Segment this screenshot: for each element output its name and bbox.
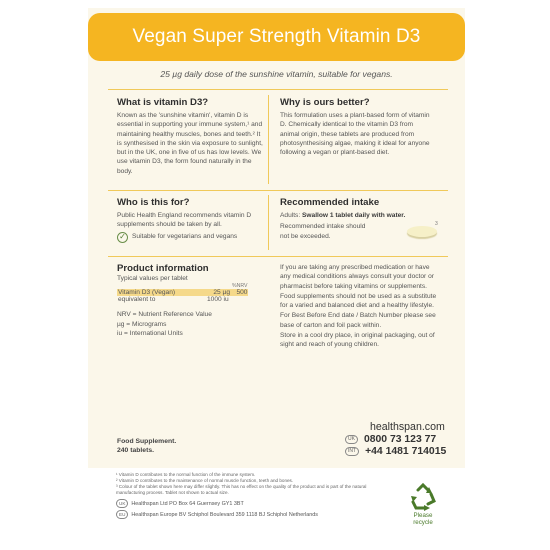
uk-badge: UK xyxy=(345,435,358,444)
intake-heading: Recommended intake xyxy=(280,197,380,208)
advice-batch: For Best Before End date / Batch Number please see base of carton and foil pack within. xyxy=(280,312,436,329)
nutrition-row xyxy=(117,296,248,303)
nutrient-nrv: 500 xyxy=(236,289,248,297)
legend-nrv: NRV = Nutrient Reference Value xyxy=(117,311,212,319)
advice-storage: Store in a cool dry place, in original packaging, out of sight and reach of young children. xyxy=(280,332,435,349)
advice-medication: If you are taking any prescribed medication or have any medical conditions always consult your doctor or pharmacist before taking vitamins or supplements. xyxy=(280,264,434,290)
nutrition-row xyxy=(117,289,248,296)
nrv-header: %NRV xyxy=(232,283,248,290)
uk-address-row xyxy=(116,499,386,508)
legend-iu: iu = International Units xyxy=(117,329,183,337)
int-badge: INT xyxy=(345,447,359,456)
eu-address: Healthspan Europe BV Schiphol Boulevard 359 1118 BJ Schiphol Netherlands xyxy=(131,511,318,518)
why-better-section xyxy=(280,97,432,157)
advice-diet: Food supplements should not be used as a substitute for a varied and balanced diet and a healthy lifestyle. xyxy=(280,292,437,310)
website: healthspan.com xyxy=(370,421,445,433)
uk-phone: 0800 73 123 77 xyxy=(363,434,437,445)
footnote-2: ² Vitamin D contributes to the maintenance of normal muscle function, teeth and bones. xyxy=(116,478,294,483)
equivalent-value: 1000 iu xyxy=(207,296,229,304)
tablet-footnote-mark: 3 xyxy=(435,221,438,227)
int-phone: +44 1481 714015 xyxy=(365,446,447,457)
food-supplement-label xyxy=(117,438,176,455)
nutrient-name: Vitamin D3 (Vegan) xyxy=(118,289,176,297)
recycle-line-2: recycle xyxy=(413,519,433,527)
tagline: 25 µg daily dose of the sunshine vitamin, suitable for vegans. xyxy=(160,69,393,79)
product-title: Vegan Super Strength Vitamin D3 xyxy=(132,26,421,47)
suitable-label: Suitable for vegetarians and vegans xyxy=(132,233,238,241)
intake-adults xyxy=(280,211,406,220)
what-is-body: Known as the 'sunshine vitamin', vitamin D is essential in supporting your immune system,¹ and maintaining healthy muscles, bones and teeth.² It is synthesised in the skin via exposure to sunlight, but in the UK, one in five of us has low levels. We use vitamin D3, the form found naturally in the body. xyxy=(117,112,263,175)
divider xyxy=(108,190,448,191)
recycle-line-1: Please xyxy=(413,512,433,519)
title-banner xyxy=(88,13,465,61)
product-info-section xyxy=(117,263,262,338)
intake-limit: Recommended intake should not be exceeded. xyxy=(280,223,366,240)
adults-dose: Swallow 1 tablet daily with water. xyxy=(302,212,406,219)
why-better-heading: Why is ours better? xyxy=(280,97,370,108)
footnote-3: ³ Colour of the tablet shown here may differ slightly. This has no effect on the quality of the product and is part of the natural manufacturing process. Tablet not shown to actual size. xyxy=(116,484,367,495)
footnotes xyxy=(116,472,386,519)
equivalent-label: equivalent to xyxy=(118,296,156,304)
divider xyxy=(108,256,448,257)
tablet-icon xyxy=(407,226,437,237)
suitability-row xyxy=(117,232,267,243)
what-is-heading: What is vitamin D3? xyxy=(117,97,209,108)
adults-prefix: Adults: xyxy=(280,212,301,219)
what-is-section xyxy=(117,97,265,176)
who-for-body: Public Health England recommends vitamin D supplements should be taken by all. xyxy=(117,212,252,229)
eu-address-row xyxy=(116,510,386,519)
why-better-body: This formulation uses a plant-based form of vitamin D. Chemically identical to the vitamin D3 from animal origin, these tablets are produced from photosynthesising algae, making it ideal for anyone following a vegan or plant-based diet. xyxy=(280,112,430,157)
eu-badge: EU xyxy=(116,510,128,519)
advice-section xyxy=(280,263,440,350)
checkmark-icon: ✓ xyxy=(117,232,128,243)
tablet-count: 240 tablets. xyxy=(117,446,155,454)
divider xyxy=(108,89,448,90)
product-info-subheading: Typical values per tablet xyxy=(117,275,188,282)
int-phone-row xyxy=(345,446,446,457)
recycle-icon xyxy=(408,482,438,512)
uk-phone-row xyxy=(345,434,436,445)
intake-section xyxy=(280,197,406,241)
divider xyxy=(268,195,269,250)
nutrient-amount: 25 µg xyxy=(213,289,230,297)
product-info-heading: Product information xyxy=(117,263,209,274)
legend-micrograms: µg = Micrograms xyxy=(117,320,167,328)
food-supplement-line: Food Supplement. xyxy=(117,438,177,445)
footnote-1: ¹ Vitamin D contributes to the normal function of the immune system. xyxy=(116,472,256,477)
recycle-label xyxy=(403,512,443,527)
uk-address: Healthspan Ltd PO Box 64 Guernsey GY1 3BT xyxy=(131,500,244,507)
uk-badge: UK xyxy=(116,499,128,508)
divider xyxy=(268,95,269,184)
who-for-section xyxy=(117,197,267,243)
nutrition-table xyxy=(117,283,248,303)
who-for-heading: Who is this for? xyxy=(117,197,190,208)
